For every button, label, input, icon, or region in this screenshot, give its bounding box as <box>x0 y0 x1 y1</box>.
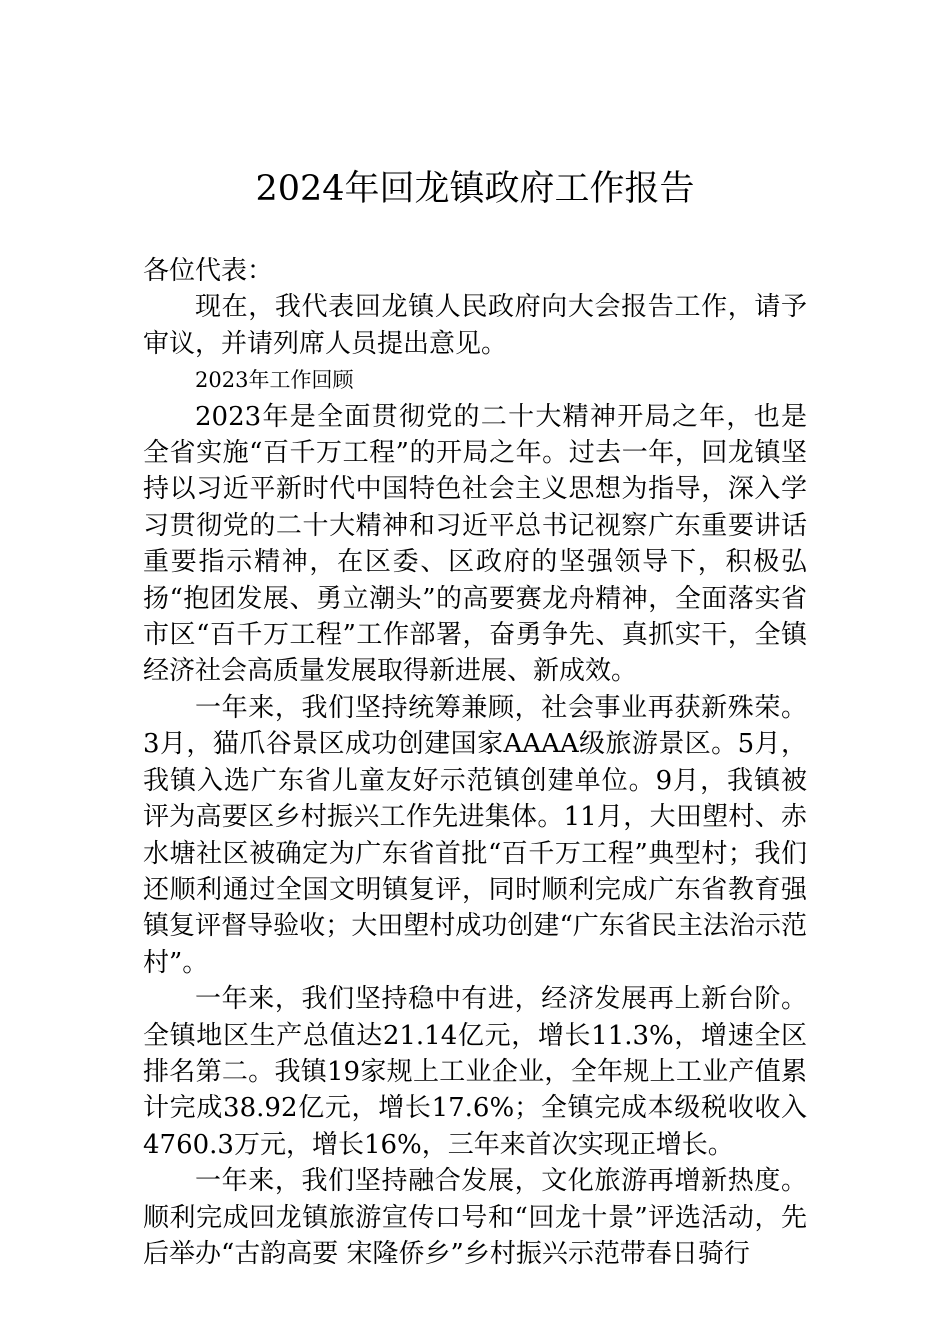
document-title: 2024年回龙镇政府工作报告 <box>255 169 695 209</box>
section-heading: 2023年工作回顾 <box>195 368 354 393</box>
paragraph-social-affairs: 一年来，我们坚持统筹兼顾，社会事业再获新殊荣。3月，猫爪谷景区成功创建国家AAAA级旅游景区。5月，我镇入选广东省儿童友好示范镇创建单位。9月，我镇被评为高要区乡村振兴工作先进集体。11月，大田塱村、赤水塘社区被确定为广东省首批“百千万工程”典型村；我们还顺利通过全国文明镇复评，同时顺利完成广东省教育强镇复评督导验收；大田塱村成功创建“广东省民主法治示范村”。 <box>143 692 807 978</box>
paragraph-economy: 一年来，我们坚持稳中有进，经济发展再上新台阶。全镇地区生产总值达21.14亿元，增长11.3%，增速全区排名第二。我镇19家规上工业企业，全年规上工业产值累计完成38.92亿元，增长17.6%；全镇完成本级税收收入4760.3万元，增长16%，三年来首次实现正增长。 <box>143 984 807 1160</box>
paragraph-culture-tourism: 一年来，我们坚持融合发展，文化旅游再增新热度。顺利完成回龙镇旅游宣传口号和“回龙十景”评选活动，先后举办“古韵高要 宋隆侨乡”乡村振兴示范带春日骑行 <box>143 1166 807 1269</box>
document-body <box>143 253 807 1272</box>
intro-paragraph: 现在，我代表回龙镇人民政府向大会报告工作，请予审议，并请列席人员提出意见。 <box>143 292 807 359</box>
salutation: 各位代表： <box>143 256 274 286</box>
paragraph-review: 2023年是全面贯彻党的二十大精神开局之年，也是全省实施“百千万工程”的开局之年。过去一年，回龙镇坚持以习近平新时代中国特色社会主义思想为指导，深入学习贯彻党的二十大精神和习近平总书记视察广东重要讲话重要指示精神，在区委、区政府的坚强领导下，积极弘扬“抱团发展、勇立潮头”的高要赛龙舟精神，全面落实省市区“百千万工程”工作部署，奋勇争先、真抓实干，全镇经济社会高质量发展取得新进展、新成效。 <box>143 401 807 687</box>
